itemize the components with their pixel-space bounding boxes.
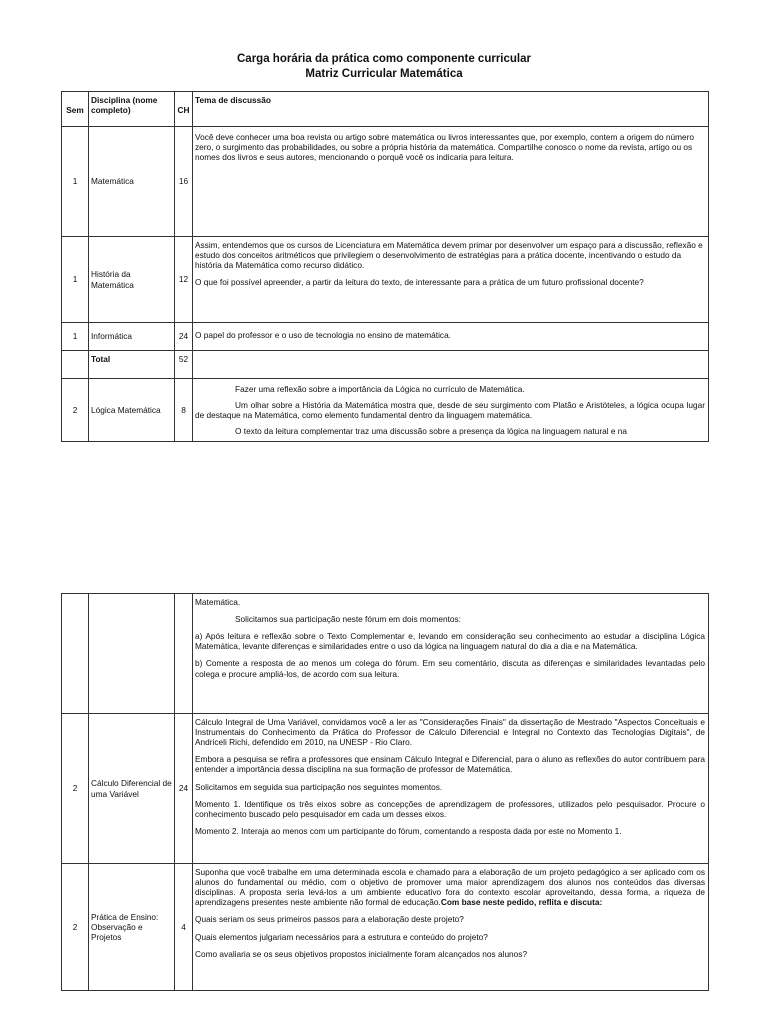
cell-tema xyxy=(193,127,709,237)
cell-sem: 2 xyxy=(62,864,89,991)
document-title: Carga horária da prática como componente curricular xyxy=(237,53,531,65)
cell-sem: 1 xyxy=(62,323,89,351)
table-row xyxy=(62,379,709,442)
cell-tema xyxy=(193,864,709,991)
cell-sem xyxy=(62,594,89,714)
tema-question: Quais seriam os seus primeiros passos para a elaboração deste projeto? xyxy=(195,914,464,925)
cell-disciplina: Matemática xyxy=(89,127,175,237)
tema-paragraph: Matemática. xyxy=(195,597,241,607)
tema-paragraph: Solicitamos em seguida sua participação nos seguintes momentos. xyxy=(195,781,443,792)
cell-tema xyxy=(193,323,709,351)
cell-ch: 4 xyxy=(175,864,193,991)
table-row xyxy=(62,714,709,864)
cell-disciplina: Cálculo Diferencial de uma Variável xyxy=(89,714,175,864)
tema-paragraph: Embora a pesquisa se refira a professores que ensinam Cálculo Integral e Diferencial, para o aluno as reflexões do autor contribuem para entender a importância dessa disciplina na sua formação de professor de Matemática. xyxy=(195,754,705,775)
col-disciplina: Disciplina (nome completo) xyxy=(89,92,175,127)
table-row xyxy=(62,864,709,991)
cell-sem: 1 xyxy=(62,237,89,323)
tema-paragraph: Momento 1. Identifique os três eixos sobre as concepções de aprendizagem de professores, utilizados pelo pesquisador. Procure o conhecimento buscado pelo pesquisador em cada um desses eixos. xyxy=(195,798,705,819)
cell-disciplina: Lógica Matemática xyxy=(89,379,175,442)
tema-paragraph: O que foi possível apreender, a partir da leitura do texto, de interessante para a prática de um futuro profissional docente? xyxy=(195,277,644,288)
tema-question: Como avaliaria se os seus objetivos propostos inicialmente foram alcançados nos alunos? xyxy=(195,948,528,959)
cell-ch xyxy=(175,594,193,714)
tema-question: Quais elementos julgariam necessários para a estrutura e conteúdo do projeto? xyxy=(195,931,488,942)
tema-paragraph: b) Comente a resposta de ao menos um colega do fórum. Em seu comentário, discuta as diferenças e similaridades levantadas pelo colega e procure ampliá-los, de acordo com sua leitura. xyxy=(195,658,705,679)
cell-disciplina: História da Matemática xyxy=(89,237,175,323)
curriculum-table-2 xyxy=(61,593,709,991)
cell-tema xyxy=(193,237,709,323)
cell-ch: 24 xyxy=(175,323,193,351)
table-header-row xyxy=(62,92,709,127)
tema-paragraph: a) Após leitura e reflexão sobre o Texto Complementar e, levando em consideração seu conhecimento ao estudar a disciplina Lógica Matemática, levante diferenças e similaridades entre o uso da lógica na linguagem natural do dia a dia e na Matemática. xyxy=(195,631,705,652)
document-subtitle: Matriz Curricular Matemática xyxy=(305,68,463,80)
cell-ch: 12 xyxy=(175,237,193,323)
cell-sem: 2 xyxy=(62,379,89,442)
tema-paragraph: Cálculo Integral de Uma Variável, convidamos você a ler as "Considerações Finais" da dissertação de Mestrado "Aspectos Conceituais e Instrumentais do Conhecimento da Prática do Professor de Cálculo Diferencial e Integral no Contexto das Tecnologias Digitais", de Andriceli Richi, defendido em 2010, na UNESP - Rio Claro. xyxy=(195,717,705,748)
tema-intro: Suponha que você trabalhe em uma determinada escola e chamado para a elaboração de um projeto pedagógico a ser aplicado com os alunos do fundamental ou médio, com o objetivo de promover uma maior aprendizagem dos alunos nos conteúdos das diversas disciplinas. A proposta seria levá-los a um ambiente educativo fora do contexto escolar aproveitando, dessa forma, a riqueza de aprendizagens presentes neste ambiente não formal de educação. xyxy=(195,867,705,908)
cell-disciplina: Prática de Ensino: Observação e Projetos xyxy=(89,864,175,991)
cell-tema xyxy=(193,351,709,379)
tema-paragraph: Fazer uma reflexão sobre a importância da Lógica no currículo de Matemática. xyxy=(235,384,525,394)
cell-ch: 24 xyxy=(175,714,193,864)
tema-paragraph xyxy=(195,867,705,907)
col-ch: CH xyxy=(175,92,193,127)
cell-ch: 52 xyxy=(175,351,193,379)
table-row-total xyxy=(62,351,709,379)
cell-tema xyxy=(193,379,709,442)
tema-bold-prompt: Com base neste pedido, reflita e discuta: xyxy=(440,897,603,908)
table-row xyxy=(62,127,709,237)
col-tema: Tema de discussão xyxy=(193,92,709,127)
cell-disciplina xyxy=(89,594,175,714)
table-row xyxy=(62,594,709,714)
col-sem: Sem xyxy=(62,92,89,127)
curriculum-table-1 xyxy=(61,91,709,442)
tema-paragraph: O texto da leitura complementar traz uma discussão sobre a presença da lógica na linguagem natural e na xyxy=(235,426,628,437)
cell-total-label: Total xyxy=(89,351,175,379)
cell-sem: 2 xyxy=(62,714,89,864)
tema-paragraph: Momento 2. Interaja ao menos com um participante do fórum, comentando a resposta dada por este no Momento 1. xyxy=(195,825,622,836)
tema-paragraph: Um olhar sobre a História da Matemática mostra que, desde de seu surgimento com Platão e Aristóteles, a lógica ocupa lugar de destaque na Matemática, como elemento fundamental dentro da linguagem matemática. xyxy=(195,400,705,421)
cell-disciplina: Informática xyxy=(89,323,175,351)
tema-paragraph: O papel do professor e o uso de tecnologia no ensino de matemática. xyxy=(195,329,451,340)
cell-tema xyxy=(193,714,709,864)
table-row xyxy=(62,323,709,351)
table-row xyxy=(62,237,709,323)
tema-paragraph: Assim, entendemos que os cursos de Licenciatura em Matemática devem primar por desenvolver um espaço para a discussão, reflexão e estudo dos conceitos aritméticos que privilegiem o desenvolvimento de estratégias para a prática docente, incentivando o estudo da história da Matemática como recurso didático. xyxy=(195,240,703,271)
cell-tema xyxy=(193,594,709,714)
cell-ch: 16 xyxy=(175,127,193,237)
cell-ch: 8 xyxy=(175,379,193,442)
tema-paragraph: Você deve conhecer uma boa revista ou artigo sobre matemática ou livros interessantes que, por exemplo, contem a origem do número zero, o surgimento das probabilidades, ou sobre a própria história da matemática. Compartilhe conosco o nome da revista, artigo ou os nomes dos livros e seus autores, mencionando o porquê você os indicaria para leitura. xyxy=(195,132,695,163)
cell-sem xyxy=(62,351,89,379)
cell-sem: 1 xyxy=(62,127,89,237)
tema-paragraph: Solicitamos sua participação neste fórum em dois momentos: xyxy=(235,614,461,625)
